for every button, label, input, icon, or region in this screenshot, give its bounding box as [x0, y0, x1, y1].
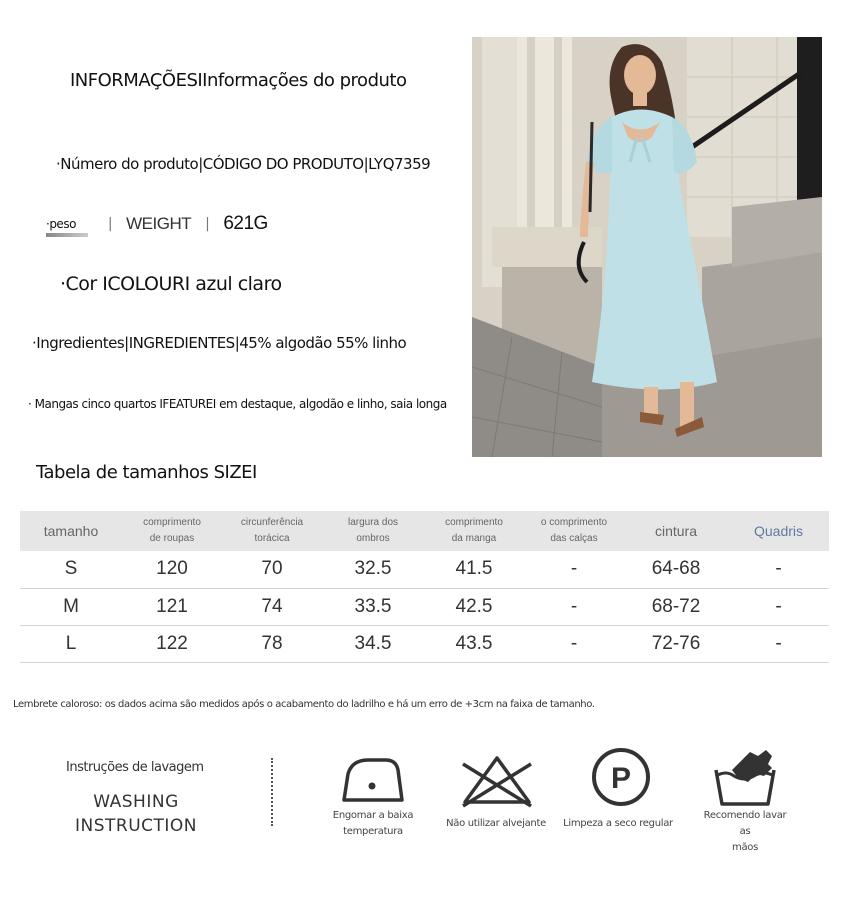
weight-label-en: WEIGHT [126, 214, 192, 233]
table-cell: 43.5 [424, 625, 524, 662]
header-size: tamanho [20, 511, 122, 551]
weight-value: 621G [223, 213, 268, 234]
size-note: Lembrete caloroso: os dados acima são medidos após o acabamento do ladrilho e há um erro de +3cm na faixa de tamanho. [13, 699, 595, 710]
divider: | [205, 216, 210, 232]
table-cell: M [20, 588, 122, 625]
no-bleach-label: Não utilizar alvejante [446, 818, 546, 829]
size-table-title: Tabela de tamanhos SIZEI [36, 462, 257, 483]
table-cell: 120 [122, 551, 222, 588]
product-photo [472, 37, 822, 457]
hand-wash-icon [712, 748, 778, 813]
table-cell: 32.5 [322, 551, 424, 588]
header-waist: cintura [624, 511, 728, 551]
size-table-header [20, 511, 829, 551]
table-cell: 42.5 [424, 588, 524, 625]
size-table [20, 511, 829, 663]
table-cell: - [524, 588, 624, 625]
table-cell: - [728, 625, 829, 662]
divider: | [107, 216, 113, 232]
dry-clean-icon [590, 746, 652, 813]
washing-title-en: WASHING INSTRUCTION [74, 792, 198, 836]
table-cell: 64-68 [624, 551, 728, 588]
table-cell: - [524, 625, 624, 662]
table-cell: - [524, 551, 624, 588]
header-pants-length: o comprimento das calças [524, 511, 624, 551]
table-cell: 70 [222, 551, 322, 588]
table-row [20, 625, 829, 662]
product-weight [46, 213, 268, 235]
dry-clean-label: Limpeza a seco regular [563, 818, 673, 829]
table-cell: S [20, 551, 122, 588]
table-cell: - [728, 551, 829, 588]
table-cell: 121 [122, 588, 222, 625]
table-cell: L [20, 625, 122, 662]
table-cell: 72-76 [624, 625, 728, 662]
table-cell: 122 [122, 625, 222, 662]
dry-clean-glyph: P [610, 762, 632, 795]
product-color: ·Cor ICOLOURI azul claro [60, 273, 282, 295]
weight-label-pt: ·peso [46, 217, 76, 231]
hand-wash-label: Recomendo lavar as mãos [703, 810, 787, 853]
product-info-title: INFORMAÇÕESIInformações do produto [70, 70, 407, 91]
divider [271, 758, 273, 826]
table-row [20, 551, 829, 588]
iron-icon [338, 754, 406, 809]
iron-label: Engomar a baixa temperatura [332, 810, 414, 837]
product-feature: · Mangas cinco quartos IFEATUREI em destaque, algodão e linho, saia longa [28, 397, 447, 411]
table-cell: - [728, 588, 829, 625]
header-garment-length: comprimento de roupas [122, 511, 222, 551]
table-row [20, 588, 829, 625]
washing-title-pt: Instruções de lavagem [66, 760, 204, 775]
table-cell: 78 [222, 625, 322, 662]
header-hips: Quadris [728, 511, 829, 551]
header-sleeve-length: comprimento da manga [424, 511, 524, 551]
product-ingredients: ·Ingredientes|INGREDIENTES|45% algodão 55% linho [32, 334, 407, 352]
table-cell: 74 [222, 588, 322, 625]
header-chest: circunferência torácica [222, 511, 322, 551]
product-number: ·Número do produto|CÓDIGO DO PRODUTO|LYQ7359 [56, 155, 431, 173]
table-cell: 33.5 [322, 588, 424, 625]
table-cell: 34.5 [322, 625, 424, 662]
table-cell: 68-72 [624, 588, 728, 625]
header-shoulder-width: largura dos ombros [322, 511, 424, 551]
table-cell: 41.5 [424, 551, 524, 588]
no-bleach-icon [459, 752, 535, 813]
